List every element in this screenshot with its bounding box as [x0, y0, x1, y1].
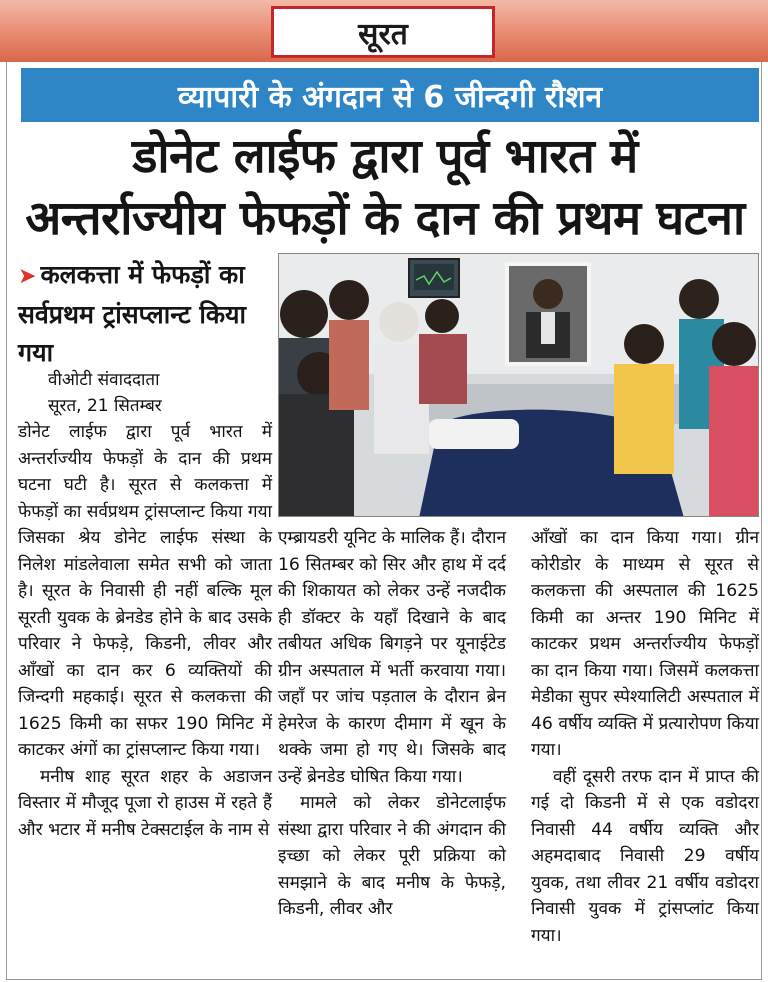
subheadline-text: कलकत्ता में फेफड़ों का सर्वप्रथम ट्रांसप्लान्ट किया गया [18, 260, 247, 367]
paragraph: एम्ब्रायडरी यूनिट के मालिक हैं। दौरान 16 सितम्बर को सिर और हाथ में दर्द की शिकायत को लेकर उन्हें नजदीक ही डॉक्टर के यहाँ दिखाने के बाद तबीयत अधिक बिगड़ने पर यूनाईटेड ग्रीन अस्पताल में भर्ती करवाया गया। जहाँ पर जांच पड़ताल के दौरान ब्रेन हेमरेज के कारण दीमाग में खून के थक्के जमा हो गए थे। जिसके बाद उन्हें ब्रेनडेड घोषित किया गया। [278, 528, 506, 787]
paragraph: मनीष शाह सूरत शहर के अडाजन विस्तार में मौजूद पूजा रो हाउस में रहते हैं और भटार में मनीष टेक्सटाईल के नाम से [18, 766, 272, 840]
paragraph: आँखों का दान किया गया। ग्रीन कोरीडोर के माध्यम से सूरत से कलकत्ता की अस्पताल की 1625 किमी का अन्तर 190 मिनिट में काटकर प्रथम अन्तर्राज्यीय फेफड़ों का दान किया गया। जिसमें कलकत्ता मेडीका सुपर स्पेश्यालिटी अस्पताल में 46 वर्षीय व्यक्ति में प्रत्यारोपण किया गया। [531, 528, 759, 760]
kicker-banner: व्यापारी के अंगदान से 6 जीन्दगी रौशन [21, 68, 759, 122]
byline [48, 367, 274, 419]
headline-line-2: अन्तर्राज्यीय फेफड़ों के दान की प्रथम घटना [25, 191, 745, 246]
headline [14, 126, 756, 250]
body-column-1 [18, 419, 272, 843]
body-column-2 [278, 525, 506, 923]
section-city-label: सूरत [271, 6, 495, 58]
section-header-bar [0, 0, 768, 62]
hospital-photo-illustration [279, 254, 759, 517]
article-photo [278, 253, 759, 517]
headline-line-1: डोनेट लाईफ द्वारा पूर्व भारत में [132, 129, 638, 184]
subheadline [18, 256, 276, 372]
arrow-icon: ➤ [18, 264, 37, 289]
paragraph: मामले को लेकर डोनेटलाईफ संस्था द्वारा परिवार ने की अंगदान की इच्छा को लेकर पूरी प्रक्रिया को समझाने के बाद मनीष के फेफड़े, किडनी, लीवर और [278, 793, 506, 919]
body-column-3 [531, 525, 759, 949]
paragraph: वहीं दूसरी तरफ दान में प्राप्त की गई दो किडनी में से एक वडोदरा निवासी 44 वर्षीय व्यक्ति और अहमदाबाद निवासी 29 वर्षीय युवक, तथा लीवर 21 वर्षीय वडोदरा निवासी युवक में ट्रांसप्लांट किया गया। [531, 766, 759, 946]
byline-dateline: सूरत, 21 सितम्बर [48, 396, 162, 416]
byline-reporter: वीओटी संवाददाता [48, 370, 160, 390]
paragraph: डोनेट लाईफ द्वारा पूर्व भारत में अन्तर्राज्यीय फेफड़ों के दान की प्रथम घटना घटी है। सूरत से कलकत्ता में फेफड़ों का सर्वप्रथम ट्रांसप्लान्ट किया गया जिसका श्रेय डोनेट लाईफ संस्था के निलेश मांडलेवाला समेत सभी को जाता है। सूरत के निवासी ही नहीं बल्कि मूल सूरती युवक के ब्रेनडेड होने के बाद उसके परिवार ने फेफड़े, किडनी, लीवर और आँखों का दान कर 6 व्यक्तियों की जिन्दगी महकाई। सूरत से कलकत्ता की 1625 किमी का सफर 190 मिनिट में काटकर अंगों का ट्रांसप्लान्ट किया गया। [18, 422, 273, 760]
